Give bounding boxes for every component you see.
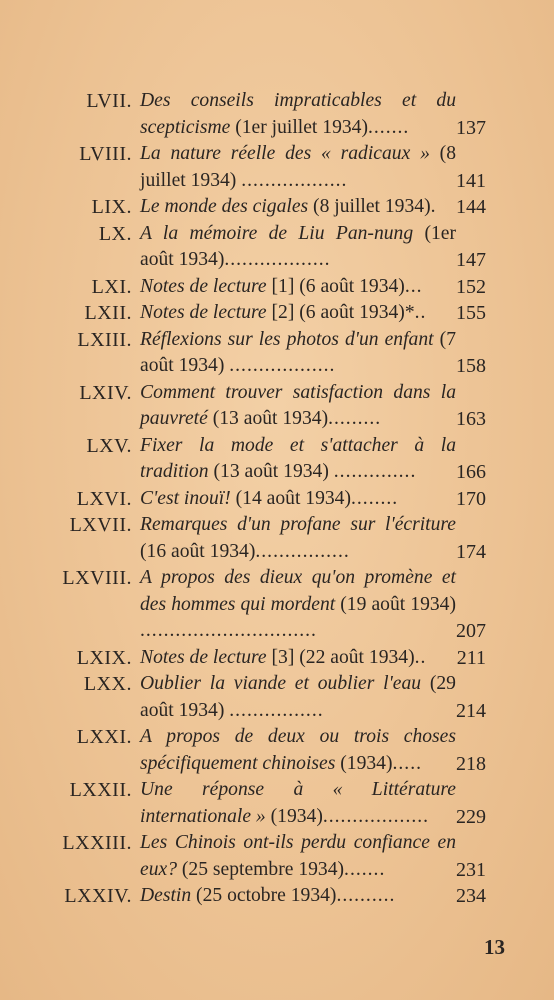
page-ref: 214: [456, 699, 486, 722]
date-text: (25 octobre 1934): [191, 885, 337, 906]
chapter-number: LXXIII.: [62, 832, 132, 854]
toc-entry: [48, 194, 488, 221]
date-text: (1934): [335, 752, 393, 774]
chapter-number: LX.: [98, 222, 132, 245]
dot-leader: .....: [392, 752, 422, 774]
chapter-title: [140, 486, 456, 513]
chapter-number: LXIII.: [77, 328, 132, 351]
dot-leader: .: [430, 196, 437, 217]
dot-leader: ..................: [241, 169, 348, 191]
date-text: (19 août 1934): [335, 593, 456, 615]
toc-entry: [48, 327, 488, 380]
chapter-title: [140, 724, 456, 777]
chapter-number: LXX.: [83, 673, 132, 695]
title-text: Une réponse à « Littérature internationale »: [140, 779, 456, 827]
page-ref: 211: [456, 646, 486, 669]
page-ref: 141: [456, 169, 486, 192]
title-text: Notes de lecture: [140, 302, 267, 323]
toc-entry: [48, 512, 488, 565]
title-text: Notes de lecture: [140, 275, 267, 297]
chapter-number: LVII.: [86, 90, 132, 112]
chapter-title: [140, 300, 456, 327]
chapter-title: [140, 380, 456, 433]
title-text: Des conseils impraticables et du scepticisme: [140, 90, 456, 138]
dot-leader: ................: [255, 540, 350, 562]
page-ref: 137: [456, 116, 486, 139]
chapter-title: [140, 327, 456, 380]
dot-leader: ..............................: [140, 620, 317, 641]
toc-entry: [48, 274, 488, 301]
chapter-number: LXI.: [91, 275, 132, 298]
toc-entry: [48, 88, 488, 141]
title-text: Oublier la viande et oublier l'eau: [140, 673, 422, 694]
date-text: (1934): [265, 805, 323, 827]
chapter-number: LXXII.: [69, 779, 132, 801]
page-ref: 155: [456, 302, 486, 324]
date-text: (1er août 1934): [140, 222, 456, 270]
chapter-title: [140, 565, 456, 645]
dot-leader: ..: [414, 302, 427, 323]
date-text: [2] (6 août 1934)*: [266, 302, 415, 323]
date-text: (1er juillet 1934): [230, 116, 368, 138]
title-text: Notes de lecture: [140, 646, 267, 668]
page-ref: 152: [456, 275, 486, 298]
date-text: (13 août 1934): [208, 461, 334, 482]
dot-leader: ..................: [229, 355, 336, 376]
title-text: La nature réelle des « radicaux »: [140, 143, 430, 164]
chapter-title: [140, 433, 456, 486]
toc-entry: [48, 830, 488, 883]
page-ref: 166: [456, 461, 486, 483]
chapter-title: [140, 671, 456, 724]
chapter-number: LXIX.: [76, 646, 132, 669]
chapter-number: LXXI.: [76, 726, 132, 748]
page-ref: 174: [456, 540, 486, 563]
toc-entry: [48, 221, 488, 274]
title-text: Le monde des cigales: [140, 196, 309, 217]
chapter-number: LXVII.: [69, 514, 132, 536]
title-text: Destin: [140, 885, 192, 906]
toc-entry: [48, 883, 488, 910]
chapter-title: [140, 883, 456, 910]
chapter-number: LXII.: [84, 302, 132, 324]
chapter-title: [140, 194, 456, 221]
chapter-number: LXVIII.: [62, 567, 132, 589]
dot-leader: ..............: [333, 461, 417, 482]
page-ref: 144: [456, 196, 486, 218]
date-text: [1] (6 août 1934): [266, 275, 405, 297]
dot-leader: ................: [229, 699, 324, 721]
dot-leader: ........: [351, 487, 399, 509]
page-ref: 170: [456, 487, 486, 510]
dot-leader: ...: [404, 275, 423, 297]
title-text: Réflexions sur les photos d'un enfant: [140, 328, 434, 350]
title-text: A propos de deux ou trois choses spécifiquement chinoises: [140, 726, 456, 774]
title-text: C'est inouï!: [140, 487, 231, 509]
title-text: Les Chinois ont-ils perdu confiance en eux?: [140, 832, 456, 880]
toc-entry: [48, 645, 488, 672]
chapter-number: LIX.: [91, 196, 132, 218]
dot-leader: ..................: [224, 249, 331, 270]
page-ref: 163: [456, 408, 486, 430]
title-text: A la mémoire de Liu Pan-nung: [140, 222, 414, 244]
page-ref: 234: [456, 885, 486, 907]
dot-leader: ..........: [336, 885, 396, 906]
chapter-title: [140, 777, 456, 830]
toc-entry: [48, 565, 488, 645]
toc-entry: [48, 380, 488, 433]
date-text: (25 septembre 1934): [177, 858, 345, 880]
page-ref: 229: [456, 805, 486, 828]
page-ref: 218: [456, 752, 486, 775]
page-ref: 158: [456, 355, 486, 377]
page-ref: 231: [456, 858, 486, 881]
page-number: 13: [484, 935, 505, 959]
toc-entry: [48, 300, 488, 327]
dot-leader: .......: [344, 858, 386, 880]
chapter-number: LXXIV.: [64, 885, 132, 907]
date-text: (8 juillet 1934): [140, 143, 456, 191]
page-ref: 147: [456, 249, 486, 271]
dot-leader: ..................: [322, 805, 430, 827]
toc-entry: [48, 671, 488, 724]
dot-leader: ..: [414, 646, 427, 668]
date-text: (8 juillet 1934): [308, 196, 431, 217]
toc-entry: [48, 141, 488, 194]
chapter-title: [140, 512, 456, 565]
dot-leader: .........: [328, 408, 382, 429]
toc-entry: [48, 724, 488, 777]
chapter-title: [140, 141, 456, 194]
dot-leader: .......: [368, 116, 410, 138]
title-text: Fixer la mode et s'attacher à la tradition: [140, 434, 456, 482]
chapter-title: [140, 830, 456, 883]
date-text: (16 août 1934): [140, 540, 256, 562]
date-text: (14 août 1934): [230, 487, 351, 509]
chapter-number: LXVI.: [76, 487, 132, 510]
table-of-contents: [48, 88, 488, 910]
chapter-title: [140, 221, 456, 274]
date-text: (7 août 1934): [140, 328, 456, 376]
toc-entry: [48, 777, 488, 830]
date-text: (13 août 1934): [207, 408, 329, 429]
title-text: Remarques d'un profane sur l'écriture: [140, 514, 456, 535]
toc-entry: [48, 486, 488, 513]
date-text: [3] (22 août 1934): [266, 646, 415, 668]
date-text: (29 août 1934): [140, 673, 456, 721]
toc-entry: [48, 433, 488, 486]
title-text: Comment trouver satisfaction dans la pauvreté: [140, 381, 456, 429]
title-text: A propos des dieux qu'on promène et des hommes qui mordent: [140, 567, 456, 615]
chapter-title: [140, 274, 456, 301]
chapter-title: [140, 88, 456, 141]
page-ref: 207: [456, 620, 486, 642]
chapter-number: LVIII.: [79, 143, 132, 165]
chapter-number: LXIV.: [79, 381, 132, 404]
chapter-title: [140, 645, 456, 672]
chapter-number: LXV.: [86, 434, 132, 457]
